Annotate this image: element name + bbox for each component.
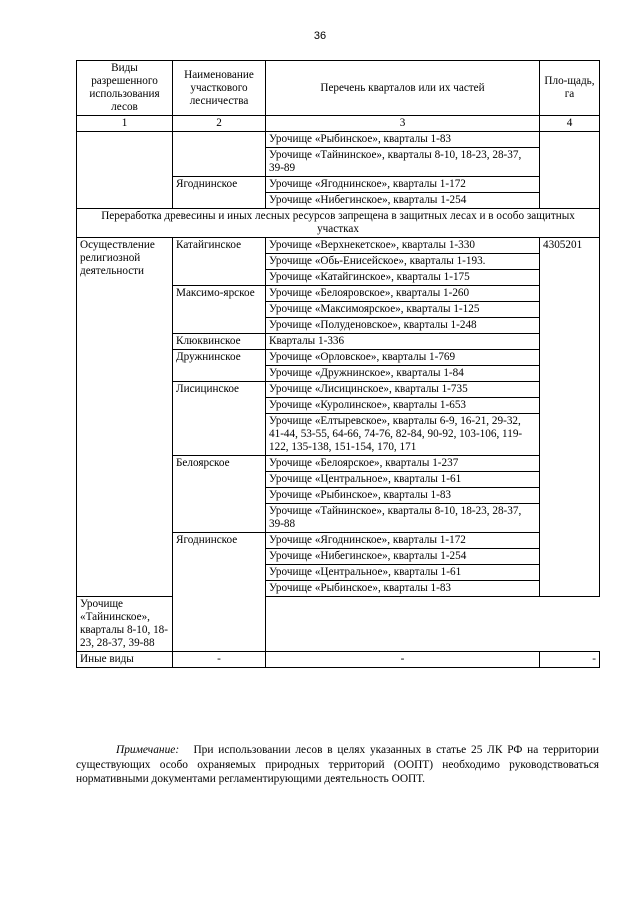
quarters-cell: Урочище «Рыбинское», кварталы 1-83 [266, 581, 540, 597]
header-forestry: Наименование участкового лесничества [173, 61, 266, 116]
use-type-cell: Осуществление религиозной деятельности [77, 238, 173, 597]
column-number-row [77, 116, 600, 132]
note-text: При использовании лесов в целях указанных в статье 25 ЛК РФ на территории существующих особо охраняемых природных территорий (ООПТ) необходимо руководствоваться нормативными документами регламентирующими деятельность ООПТ. [76, 744, 600, 785]
table-row [77, 238, 600, 254]
header-area: Пло-щадь, га [540, 61, 600, 116]
area-cell: 4305201 [540, 238, 600, 597]
quarters-cell: Урочище «Елтыревское», кварталы 6-9, 16-21, 29-32, 41-44, 53-55, 64-66, 74-76, 82-84, 90-92, 103-106, 119-122, 135-138, 151-154, 170, 171 [266, 414, 540, 456]
quarters-cell: Урочище «Верхнекетское», кварталы 1-330 [266, 238, 540, 254]
quarters-cell: Урочище «Орловское», кварталы 1-769 [266, 350, 540, 366]
quarters-cell: Урочище «Нибегинское», кварталы 1-254 [266, 549, 540, 565]
forestry-cell: Ягоднинское [173, 533, 266, 652]
quarters-cell: Урочище «Белоярское», кварталы 1-237 [266, 456, 540, 472]
quarters-cell: Урочище «Ягоднинское», кварталы 1-172 [266, 533, 540, 549]
quarters-cell: Урочище «Тайнинское», кварталы 8-10, 18-23, 28-37, 39-89 [266, 148, 540, 177]
quarters-cell: Урочище «Центральное», кварталы 1-61 [266, 565, 540, 581]
quarters-cell: Урочище «Белояровское», кварталы 1-260 [266, 286, 540, 302]
quarters-cell: Урочище «Куролинское», кварталы 1-653 [266, 398, 540, 414]
forest-use-table [76, 60, 600, 668]
forestry-cell: - [173, 652, 266, 668]
header-use-types: Виды разрешенного использования лесов [77, 61, 173, 116]
note-label: Примечание: [116, 744, 180, 756]
use-type-cell: Иные виды [77, 652, 173, 668]
quarters-cell: Урочище «Рыбинское», кварталы 1-83 [266, 488, 540, 504]
footnote [76, 743, 599, 787]
table-row [77, 132, 600, 148]
use-cell-empty [77, 132, 173, 209]
header-quarters: Перечень кварталов или их частей [266, 61, 540, 116]
forestry-cell: Лисицинское [173, 382, 266, 456]
col-number: 4 [540, 116, 600, 132]
quarters-cell: Урочище «Катайгинское», кварталы 1-175 [266, 270, 540, 286]
forestry-cell: Ягоднинское [173, 177, 266, 209]
table-row [77, 652, 600, 668]
quarters-cell: Кварталы 1-336 [266, 334, 540, 350]
quarters-cell: Урочище «Полуденовское», кварталы 1-248 [266, 318, 540, 334]
col-number: 1 [77, 116, 173, 132]
forestry-cell-empty [173, 132, 266, 177]
area-cell: - [540, 652, 600, 668]
page-number: 36 [313, 30, 327, 42]
quarters-cell: - [266, 652, 540, 668]
span-note-row [77, 209, 600, 238]
quarters-cell: Урочище «Тайнинское», кварталы 8-10, 18-23, 28-37, 39-88 [77, 597, 173, 652]
quarters-cell: Урочище «Тайнинское», кварталы 8-10, 18-23, 28-37, 39-88 [266, 504, 540, 533]
quarters-cell: Урочище «Ягоднинское», кварталы 1-172 [266, 177, 540, 193]
forestry-cell: Белоярское [173, 456, 266, 533]
quarters-cell: Урочище «Обь-Енисейское», кварталы 1-193. [266, 254, 540, 270]
quarters-cell: Урочище «Рыбинское», кварталы 1-83 [266, 132, 540, 148]
area-cell-empty [540, 132, 600, 209]
quarters-cell: Урочище «Нибегинское», кварталы 1-254 [266, 193, 540, 209]
forestry-cell: Дружнинское [173, 350, 266, 382]
forestry-cell: Клюквинское [173, 334, 266, 350]
col-number: 2 [173, 116, 266, 132]
quarters-cell: Урочище «Дружнинское», кварталы 1-84 [266, 366, 540, 382]
forestry-cell: Максимо-ярское [173, 286, 266, 334]
table-header-row [77, 61, 600, 116]
quarters-cell: Урочище «Лисицинское», кварталы 1-735 [266, 382, 540, 398]
span-note: Переработка древесины и иных лесных ресурсов запрещена в защитных лесах и в особо защитных участках [77, 209, 600, 238]
quarters-cell: Урочище «Максимоярское», кварталы 1-125 [266, 302, 540, 318]
table-row [77, 597, 600, 652]
quarters-cell: Урочище «Центральное», кварталы 1-61 [266, 472, 540, 488]
col-number: 3 [266, 116, 540, 132]
forestry-cell: Катайгинское [173, 238, 266, 286]
